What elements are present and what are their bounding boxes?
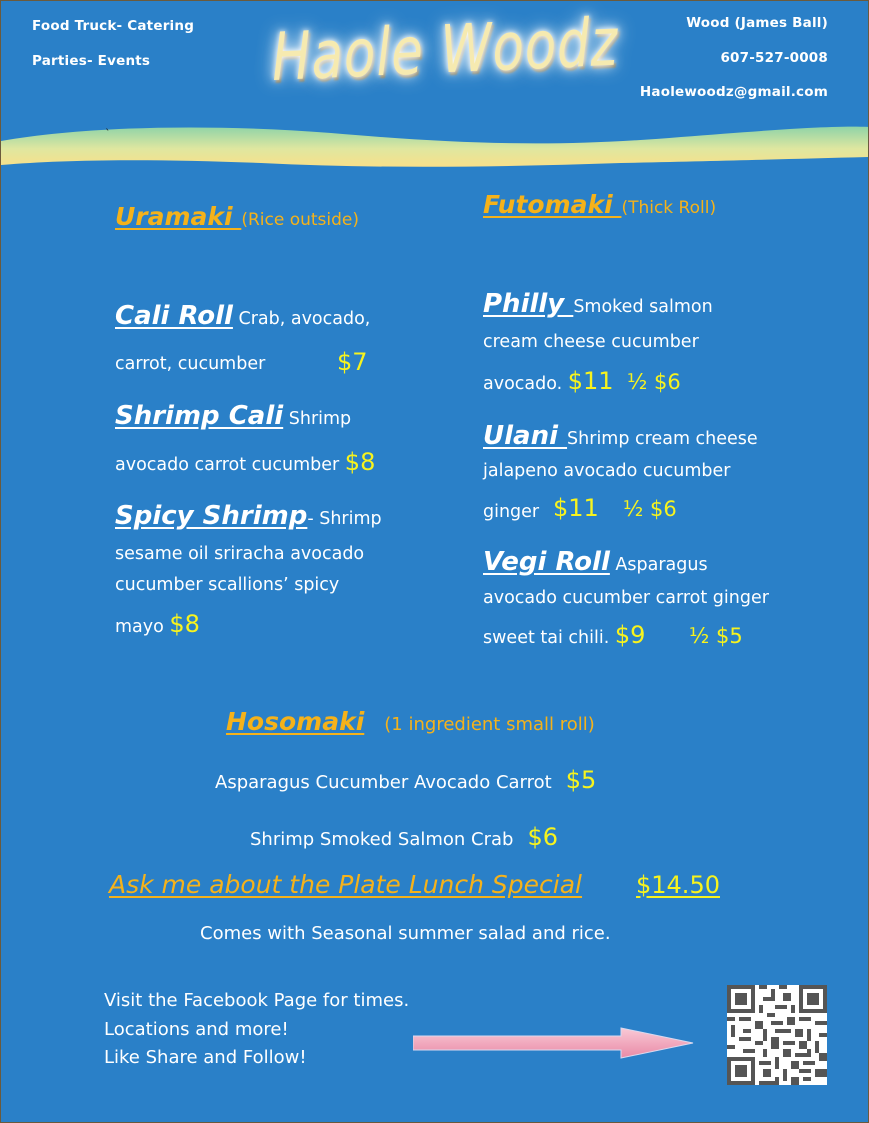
item-price: $8 [344,448,376,476]
item-desc-line: carrot, cucumber [115,354,266,374]
item-name: Spicy Shrimp [115,501,308,531]
item-name: Philly [483,289,574,319]
qr-code-icon[interactable] [727,985,827,1085]
hosomaki-items: Shrimp Smoked Salmon Crab [250,829,514,850]
item-desc: avocado. [483,374,568,394]
item-desc-line: sesame oil sriracha avocado [115,544,365,564]
menu-item-shrimp-cali [115,401,351,431]
plate-lunch-special [109,870,582,899]
item-desc: Smoked salmon [573,297,713,317]
hosomaki-row-1 [215,766,596,794]
hosomaki-items: Asparagus Cucumber Avocado Carrot [215,772,552,793]
footer-line-3: Like Share and Follow! [104,1047,307,1068]
item-price: $11 [553,494,599,522]
right-arrow-icon [413,1027,695,1059]
item-price: $9 [614,621,646,649]
item-desc: Shrimp cream cheese [567,429,758,449]
header-events: Parties- Events [32,53,151,69]
footer-line-2: Locations and more! [104,1018,289,1040]
item-desc-line: jalapeno avocado cucumber [483,461,731,481]
footer-line-1: Visit the Facebook Page for times. [104,990,410,1011]
uramaki-title: Uramaki [115,202,242,231]
menu-item-philly [483,289,713,319]
item-desc-line: cucumber scallions’ spicy [115,575,340,595]
item-desc: Crab, avocado, [232,309,371,329]
header-owner: Wood (James Ball) [686,15,828,31]
item-desc-price-line [483,621,645,649]
item-name: Cali Roll [115,301,233,331]
special-note: Comes with Seasonal summer salad and rice. [200,923,611,944]
item-name: Shrimp Cali [115,401,284,431]
menu-item-cali-roll [115,301,370,331]
footer-text [104,987,409,1073]
item-desc: - Shrimp [307,509,382,529]
item-desc-line: cream cheese cucumber [483,332,699,352]
item-half-price: ½ $5 [689,624,743,648]
wave-band [1,119,869,179]
item-half-price: ½ $6 [623,497,677,521]
uramaki-subtitle: (Rice outside) [241,210,360,230]
futomaki-subtitle: (Thick Roll) [621,198,717,218]
item-price: $8 [169,610,200,638]
futomaki-heading [483,190,716,219]
hosomaki-subtitle: (1 ingredient small roll) [384,714,595,735]
item-desc-price-line [483,367,614,395]
item-desc-price-line [115,610,200,638]
item-desc-line: ginger [483,502,540,522]
item-desc: sweet tai chili. [483,628,615,648]
item-desc: mayo [115,617,170,637]
item-desc-price-line [115,448,375,476]
item-name: Vegi Roll [483,547,610,577]
hosomaki-price: $6 [527,823,558,851]
menu-item-ulani [483,421,758,451]
item-desc: avocado carrot cucumber [115,455,345,475]
hosomaki-row-2 [250,823,558,851]
item-name: Ulani [483,421,568,451]
header-email[interactable]: Haolewoodz@gmail.com [639,84,828,100]
item-price: $11 [567,367,614,395]
menu-item-spicy-shrimp [115,501,382,531]
item-desc: Asparagus [609,555,708,575]
item-desc: Shrimp [283,409,352,429]
item-price: $7 [337,348,368,376]
brand-logo: Haole Woodz [271,3,620,96]
item-half-price: ½ $6 [627,370,681,394]
uramaki-heading [115,202,359,231]
special-price: $14.50 [636,871,720,899]
menu-item-vegi-roll [483,547,708,577]
header-phone: 607-527-0008 [720,50,828,66]
hosomaki-heading [226,707,595,736]
item-desc-line: avocado cucumber carrot ginger [483,588,769,608]
header-services: Food Truck- Catering [32,18,195,34]
hosomaki-price: $5 [565,766,597,794]
hosomaki-title: Hosomaki [226,707,365,736]
special-text: Ask me about the Plate Lunch Special [109,870,582,899]
stray-mark: ` [105,127,111,140]
futomaki-title: Futomaki [483,190,622,219]
